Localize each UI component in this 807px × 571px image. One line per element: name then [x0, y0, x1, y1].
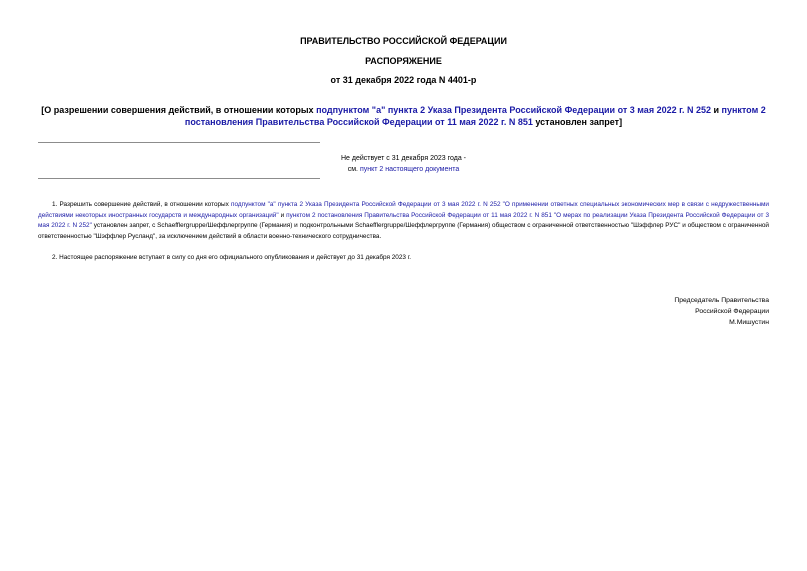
- status-reference: [300, 164, 507, 175]
- status-link-point-2[interactable]: пункт 2 настоящего документа: [359, 166, 460, 173]
- subject-text-2: и: [710, 105, 722, 115]
- paragraph-1-text-1: 1. Разрешить совершение действий, в отношении которых: [52, 201, 231, 208]
- paragraph-1-link-decree-252[interactable]: подпунктом "а" пункта 2 Указа Президента Российской Федерации от 3 мая 2022 г. N 252 "О применении ответных специальных экономических мер в связи с недружественными действиями некоторых иностранных государств и международных организаций": [38, 201, 769, 219]
- divider-top: [38, 142, 320, 143]
- paragraph-1-link-resolution-851[interactable]: пунктом 2 постановления Правительства Российской Федерации от 11 мая 2022 г. N 851 "О мерах по реализации Указа Президента Российской Федерации от 3 мая 2022 г. N 252": [38, 211, 769, 230]
- subject-text-3: установлен запрет]: [532, 117, 623, 127]
- government-heading: ПРАВИТЕЛЬСТВО РОССИЙСКОЙ ФЕДЕРАЦИИ: [300, 36, 507, 46]
- signature-block: [674, 295, 769, 328]
- status-prefix: см.: [347, 166, 360, 173]
- paragraph-1-text-2: и: [278, 211, 287, 219]
- subject-link-resolution-851[interactable]: пунктом 2 постановления Правительства Российской Федерации от 11 мая 2022 г. N 851: [184, 105, 766, 127]
- document-date-number: от 31 декабря 2022 года N 4401-р: [330, 75, 477, 85]
- signature-name: М.Мишустин: [729, 319, 769, 326]
- document-type-heading: РАСПОРЯЖЕНИЕ: [365, 56, 442, 66]
- divider-bottom: [38, 178, 320, 179]
- paragraph-1-text-3: установлен запрет, с Schaefflergruppe/Шеффлергруппе (Германия) и подконтрольными Schaefflergruppe/Шеффлергруппе (Германия) обществом с ограниченной ответственностью "Шэффлер РУС" и обществом с ограниченной ответственностью "Шэффлер Русланд", за исключением действий в области военно-технического сотрудничества.: [38, 222, 769, 241]
- signature-title: Председатель Правительства: [674, 297, 769, 304]
- paragraph-1: [38, 200, 769, 243]
- paragraph-2: 2. Настоящее распоряжение вступает в силу со дня его официального опубликования и действует до 31 декабря 2023 г.: [52, 254, 412, 261]
- document-subject: [40, 104, 767, 128]
- status-line: Не действует с 31 декабря 2023 года -: [340, 155, 466, 162]
- subject-text-1: [О разрешении совершения действий, в отношении которых: [41, 105, 317, 115]
- signature-organization: Российской Федерации: [695, 308, 769, 315]
- subject-link-decree-252[interactable]: подпунктом "а" пункта 2 Указа Президента Российской Федерации от 3 мая 2022 г. N 252: [316, 105, 711, 115]
- status-note: [300, 153, 507, 175]
